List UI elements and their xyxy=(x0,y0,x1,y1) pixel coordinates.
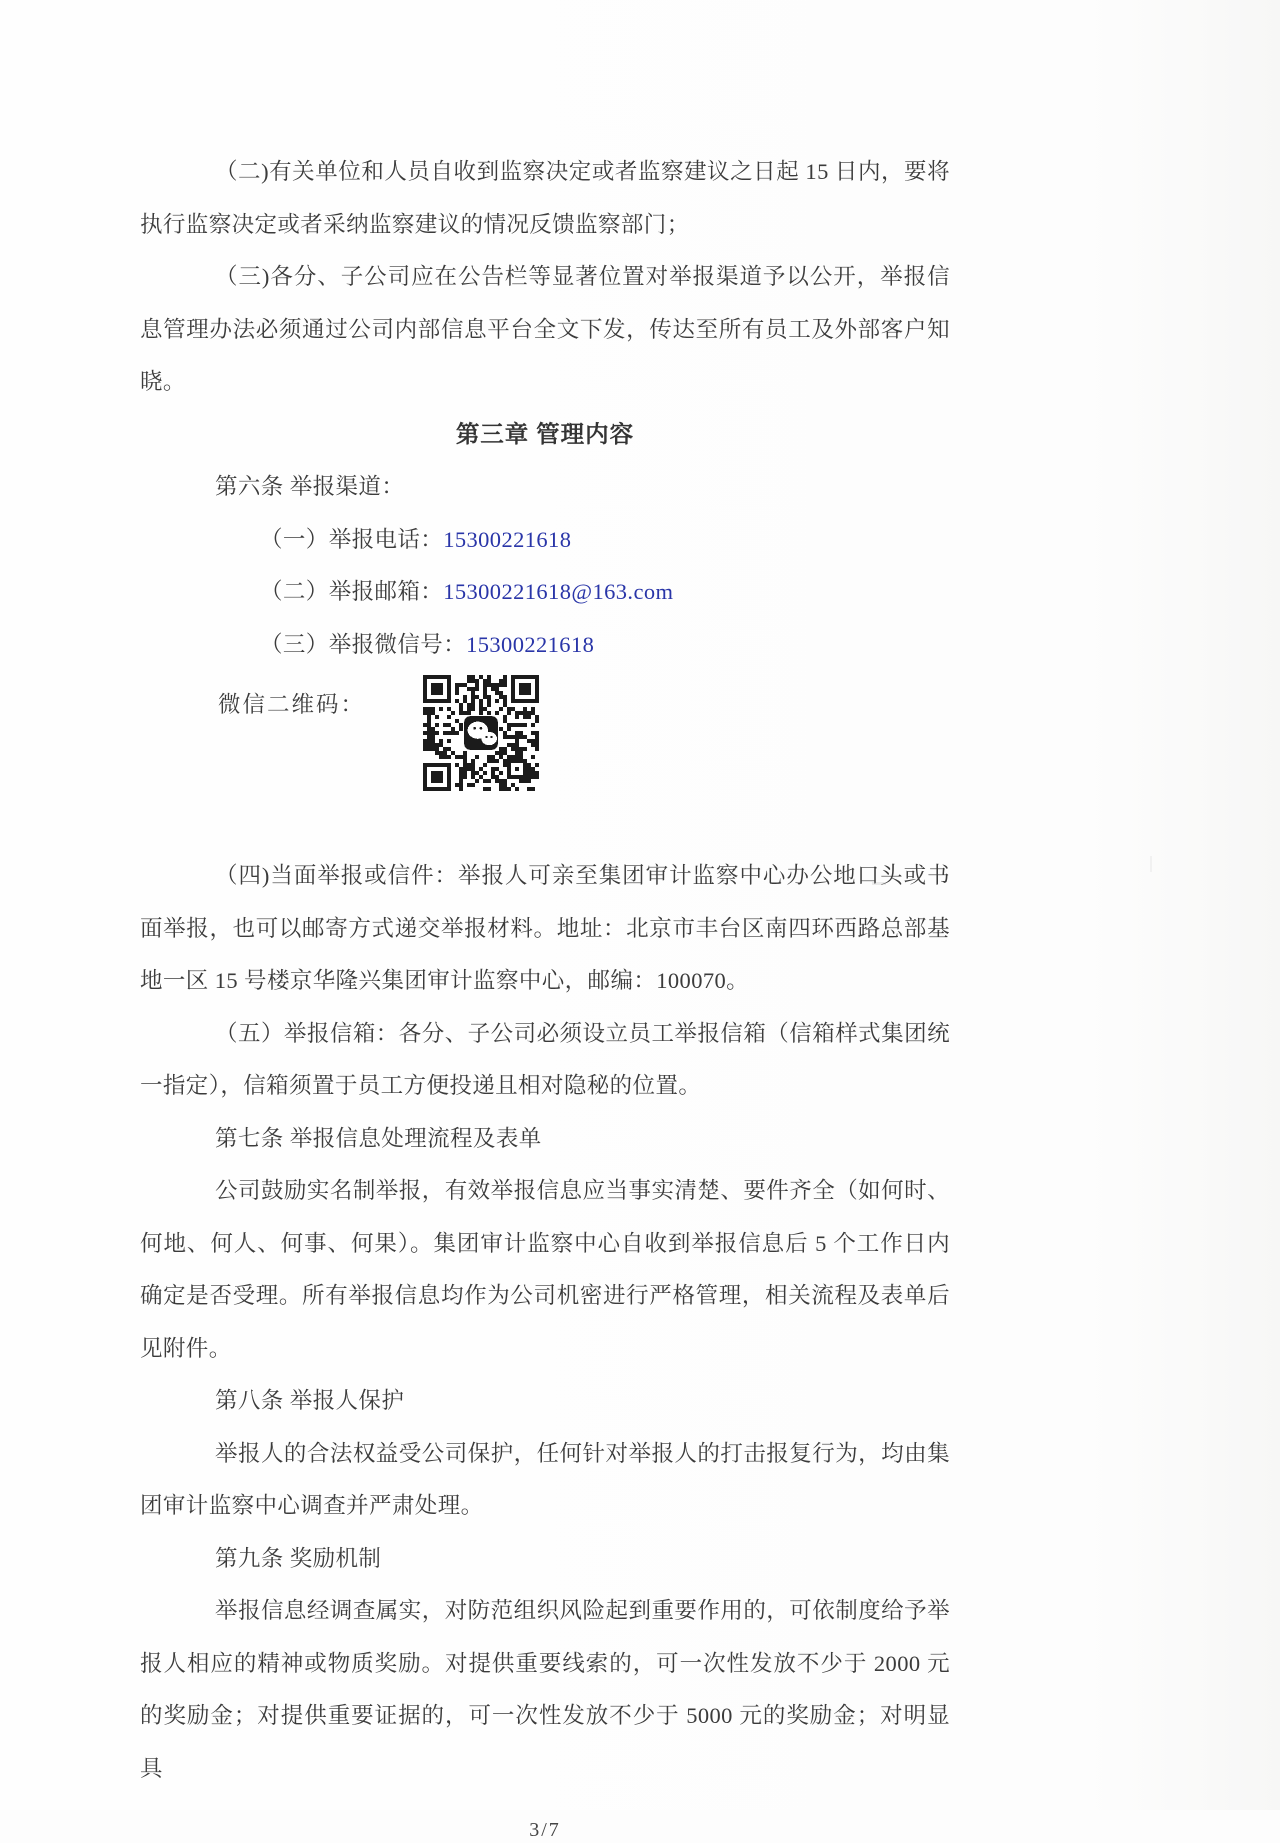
report-phone-number: 15300221618 xyxy=(443,526,572,552)
paragraph-report-mailbox: （五）举报信箱：各分、子公司必须设立员工举报信箱（信箱样式集团统一指定），信箱须置于员工方便投递且相对隐秘的位置。 xyxy=(140,1020,950,1098)
wechat-qr-row xyxy=(140,671,950,798)
report-email-address: 15300221618@163.com xyxy=(443,579,674,604)
chapter-3-heading: 第三章 管理内容 xyxy=(455,421,635,448)
page-number: 3/7 xyxy=(529,1819,561,1841)
article-7-heading: 第七条 举报信息处理流程及表单 xyxy=(215,1125,542,1151)
report-email-label: （二）举报邮箱： xyxy=(260,579,444,604)
paragraph-in-person-report: （四)当面举报或信件：举报人可亲至集团审计监察中心办公地口头或书面举报，也可以邮寄方式递交举报材料。地址：北京市丰台区南四环西路总部基地一区 15 号楼京华隆兴集团审计监察中心，邮编：100070。 xyxy=(140,863,950,993)
paragraph-processing-flow: 公司鼓励实名制举报，有效举报信息应当事实清楚、要件齐全（如何时、何地、何人、何事、何果）。集团审计监察中心自收到举报信息后 5 个工作日内确定是否受理。所有举报信息均作为公司机密进行严格管理，相关流程及表单后见附件。 xyxy=(140,1178,950,1361)
report-wechat-id: 15300221618 xyxy=(466,631,595,657)
report-wechat-line xyxy=(260,619,950,672)
article-6-heading: 第六条 举报渠道： xyxy=(215,474,405,499)
article-8-heading: 第八条 举报人保护 xyxy=(215,1388,405,1413)
paragraph-supervision-feedback: （二)有关单位和人员自收到监察决定或者监察建议之日起 15 日内，要将执行监察决定或者采纳监察建议的情况反馈监察部门； xyxy=(140,159,950,237)
article-9-heading: 第九条 奖励机制 xyxy=(215,1545,382,1571)
paragraph-report-channel-publicity: （三)各分、子公司应在公告栏等显著位置对举报渠道予以公开，举报信息管理办法必须通过公司内部信息平台全文下发，传达至所有员工及外部客户知晓。 xyxy=(140,264,950,394)
report-email-line xyxy=(260,566,950,619)
scan-artifact xyxy=(1150,856,1152,872)
scan-artifact xyxy=(872,882,886,885)
wechat-qr-code-image xyxy=(423,675,539,791)
report-phone-label: （一）举报电话： xyxy=(260,526,444,552)
wechat-qr-label: 微信二维码： xyxy=(218,692,366,717)
document-text-column xyxy=(140,146,950,1795)
paragraph-whistleblower-protection: 举报人的合法权益受公司保护，任何针对举报人的打击报复行为，均由集团审计监察中心调查并严肃处理。 xyxy=(140,1440,950,1518)
report-wechat-label: （三）举报微信号： xyxy=(260,631,467,657)
paragraph-reward-mechanism: 举报信息经调查属实，对防范组织风险起到重要作用的，可依制度给予举报人相应的精神或物质奖励。对提供重要线索的，可一次性发放不少于 2000 元的奖励金；对提供重要证据的，可一次性发放不少于 5000 元的奖励金；对明显具 xyxy=(140,1598,950,1781)
report-phone-line xyxy=(260,514,950,567)
